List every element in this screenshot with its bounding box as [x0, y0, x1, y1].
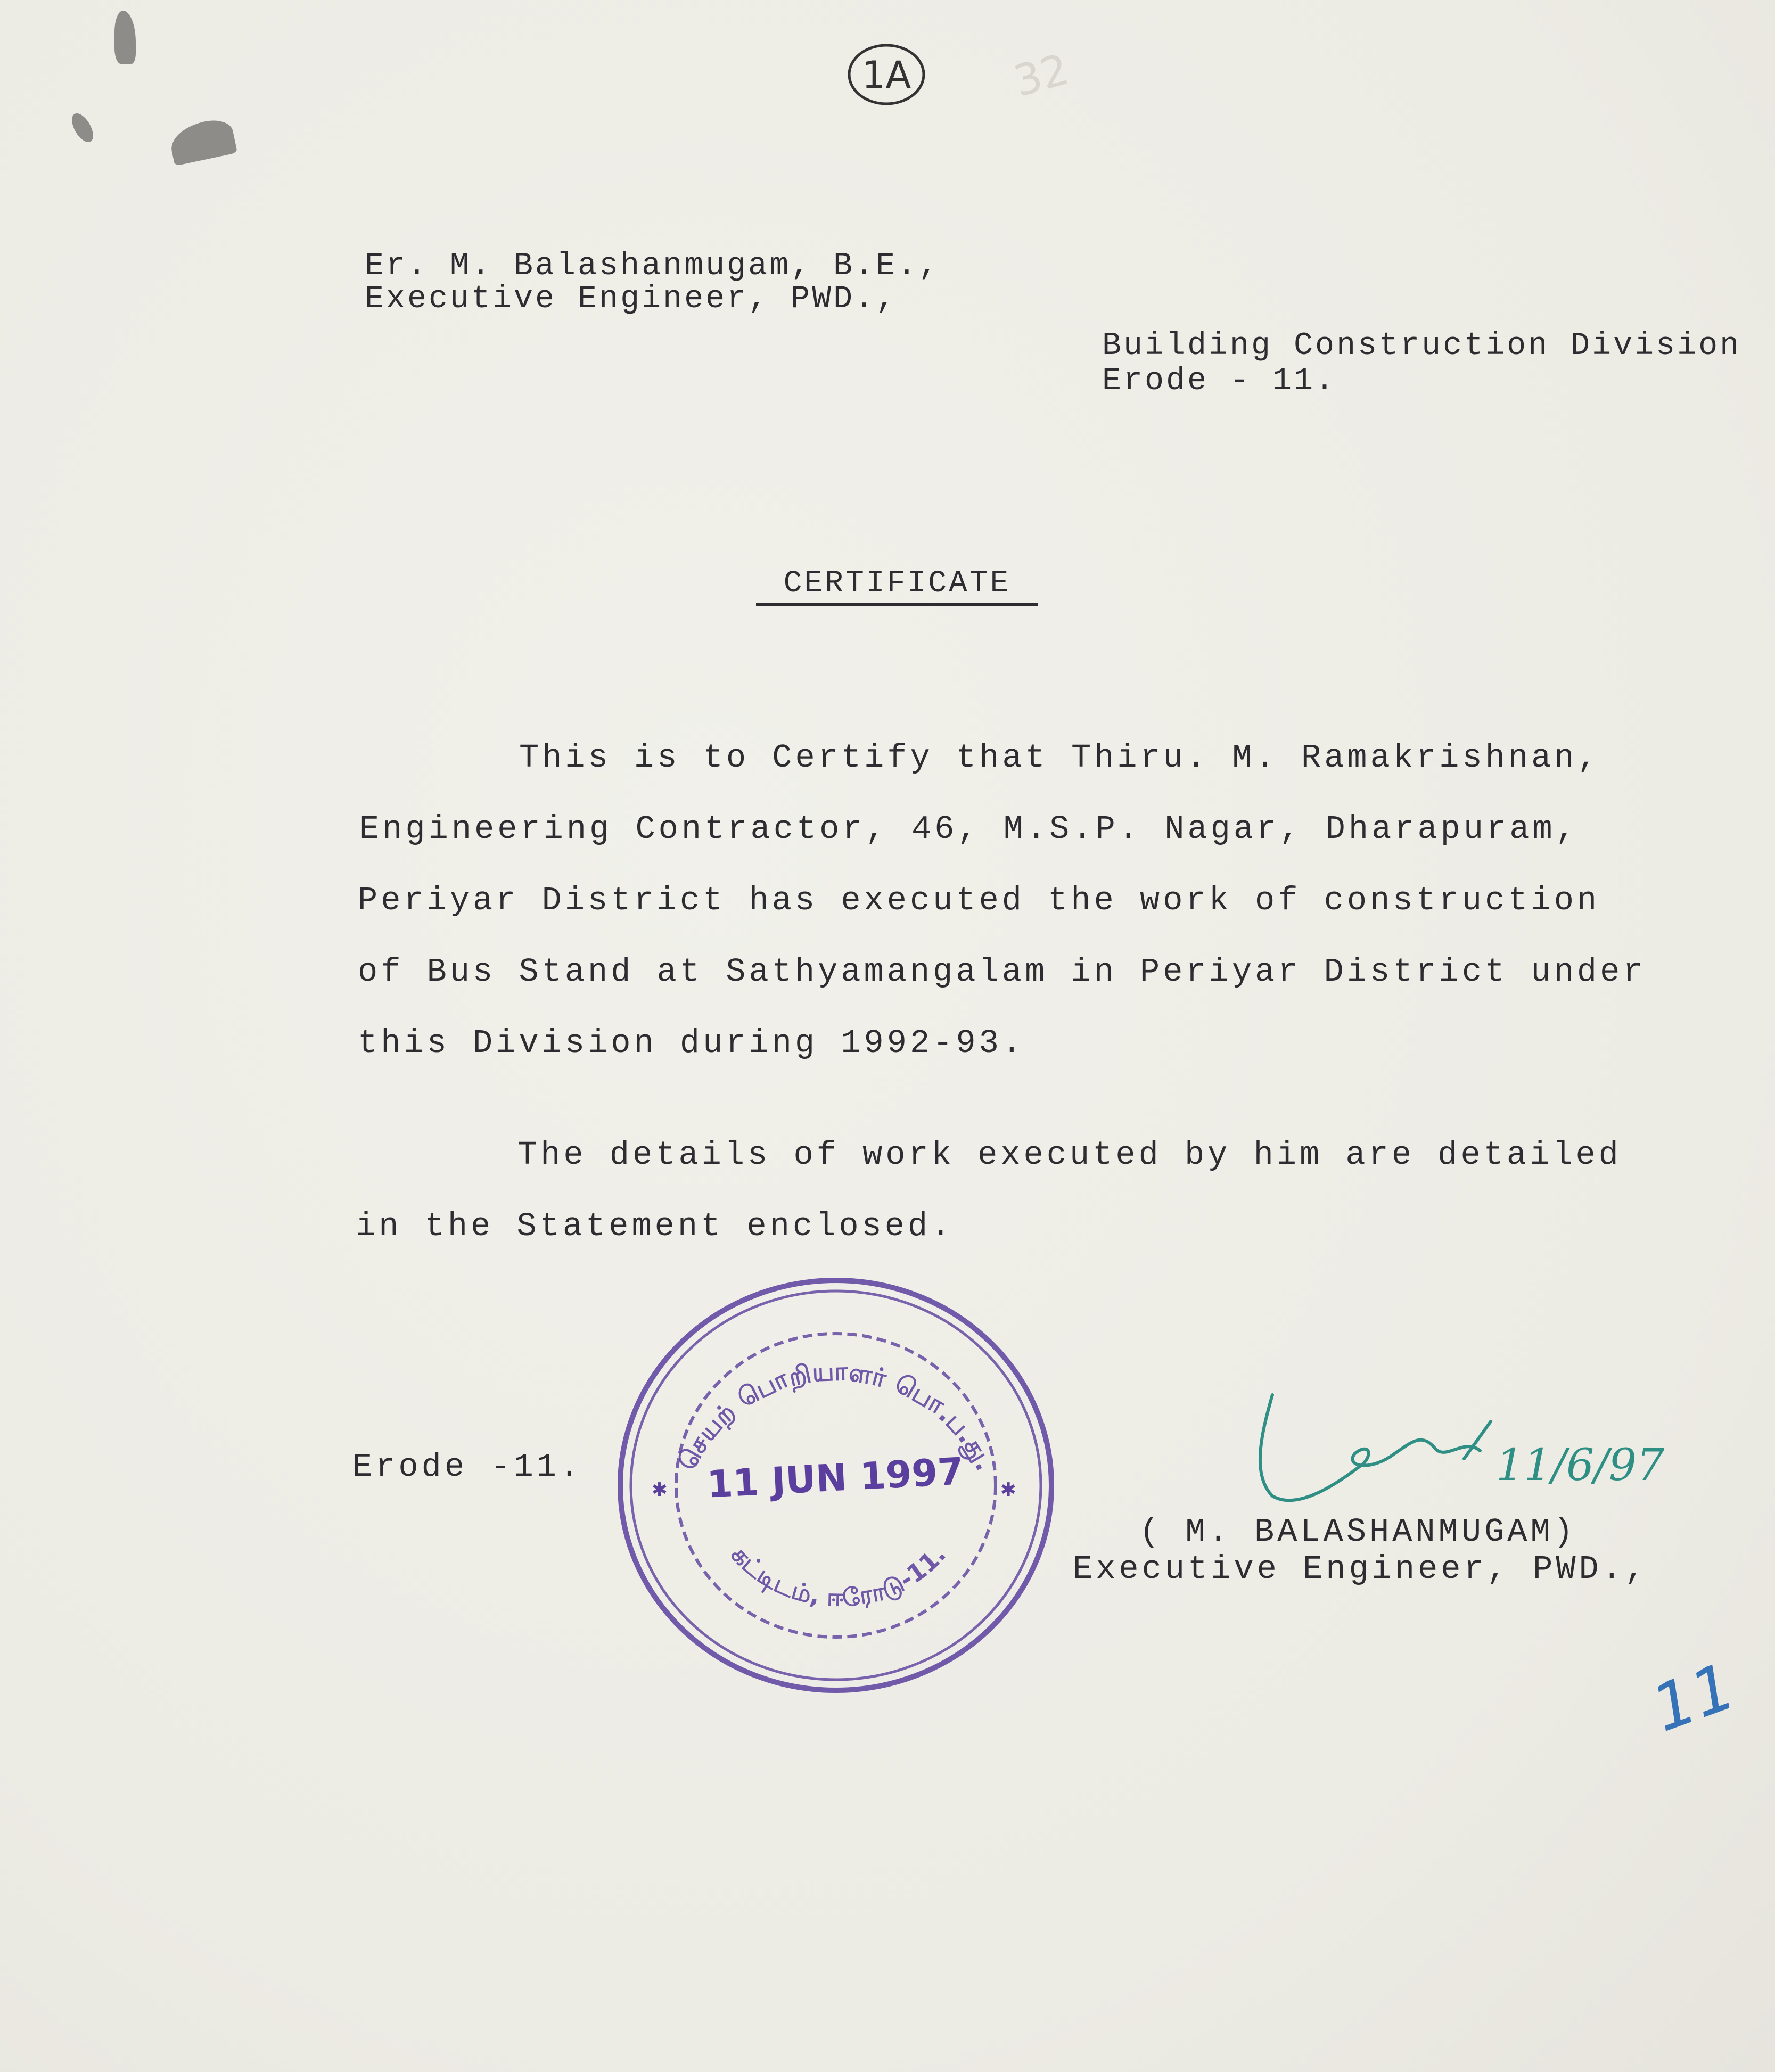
stamp-star-icon: ✱: [1001, 1476, 1016, 1503]
svg-text:கட்டிடம், ஈரோடு-11.: [726, 1540, 951, 1613]
stamp-bottom-text: கட்டிடம், ஈரோடு-11.: [725, 1540, 952, 1613]
paragraph-1-line: Engineering Contractor, 46, M.S.P. Nagar, Dharapuram,: [359, 810, 1579, 848]
paper-flake-mark: [68, 110, 97, 146]
official-stamp: [607, 1267, 1065, 1693]
office-place: Erode - 11.: [1102, 363, 1337, 399]
paragraph-2-line: in the Statement enclosed.: [356, 1207, 954, 1245]
paragraph-1-line: of Bus Stand at Sathyamangalam in Periyar District under: [358, 953, 1646, 991]
sender-name: Er. M. Balashanmugam, B.E.,: [365, 248, 940, 284]
paper-flake-mark: [114, 11, 136, 64]
paragraph-1-line: Periyar District has executed the work of construction: [358, 882, 1600, 919]
stamp-star-icon: ✱: [652, 1476, 667, 1503]
paragraph-2-line: The details of work executed by him are detailed: [517, 1136, 1622, 1174]
certificate-title: CERTIFICATE: [756, 566, 1038, 606]
stamp-date: 11 JUN 1997: [705, 1449, 965, 1507]
paragraph-1-line: this Division during 1992-93.: [358, 1024, 1025, 1062]
sender-designation: Executive Engineer, PWD.,: [365, 281, 898, 317]
faint-pencil-number: 32: [1008, 44, 1074, 106]
page-number-text: 1A: [861, 53, 911, 97]
corner-ink-mark: 11: [1642, 1649, 1745, 1747]
stamp-top-text: செயற் பொறியாளர் பொ.ப.து.: [672, 1356, 1000, 1476]
page-number-circle: [844, 40, 929, 109]
office-division: Building Construction Division: [1102, 328, 1741, 364]
signature-date: 11/6/97: [1496, 1440, 1665, 1491]
paper-flake-mark: [167, 116, 237, 166]
handwritten-signature: [1240, 1374, 1665, 1533]
signatory-designation: Executive Engineer, PWD.,: [1073, 1550, 1648, 1588]
signatory-name: ( M. BALASHANMUGAM): [1139, 1513, 1576, 1551]
place-text: Erode -11.: [352, 1448, 583, 1486]
paragraph-1-line: This is to Certify that Thiru. M. Ramakrishnan,: [519, 739, 1600, 777]
